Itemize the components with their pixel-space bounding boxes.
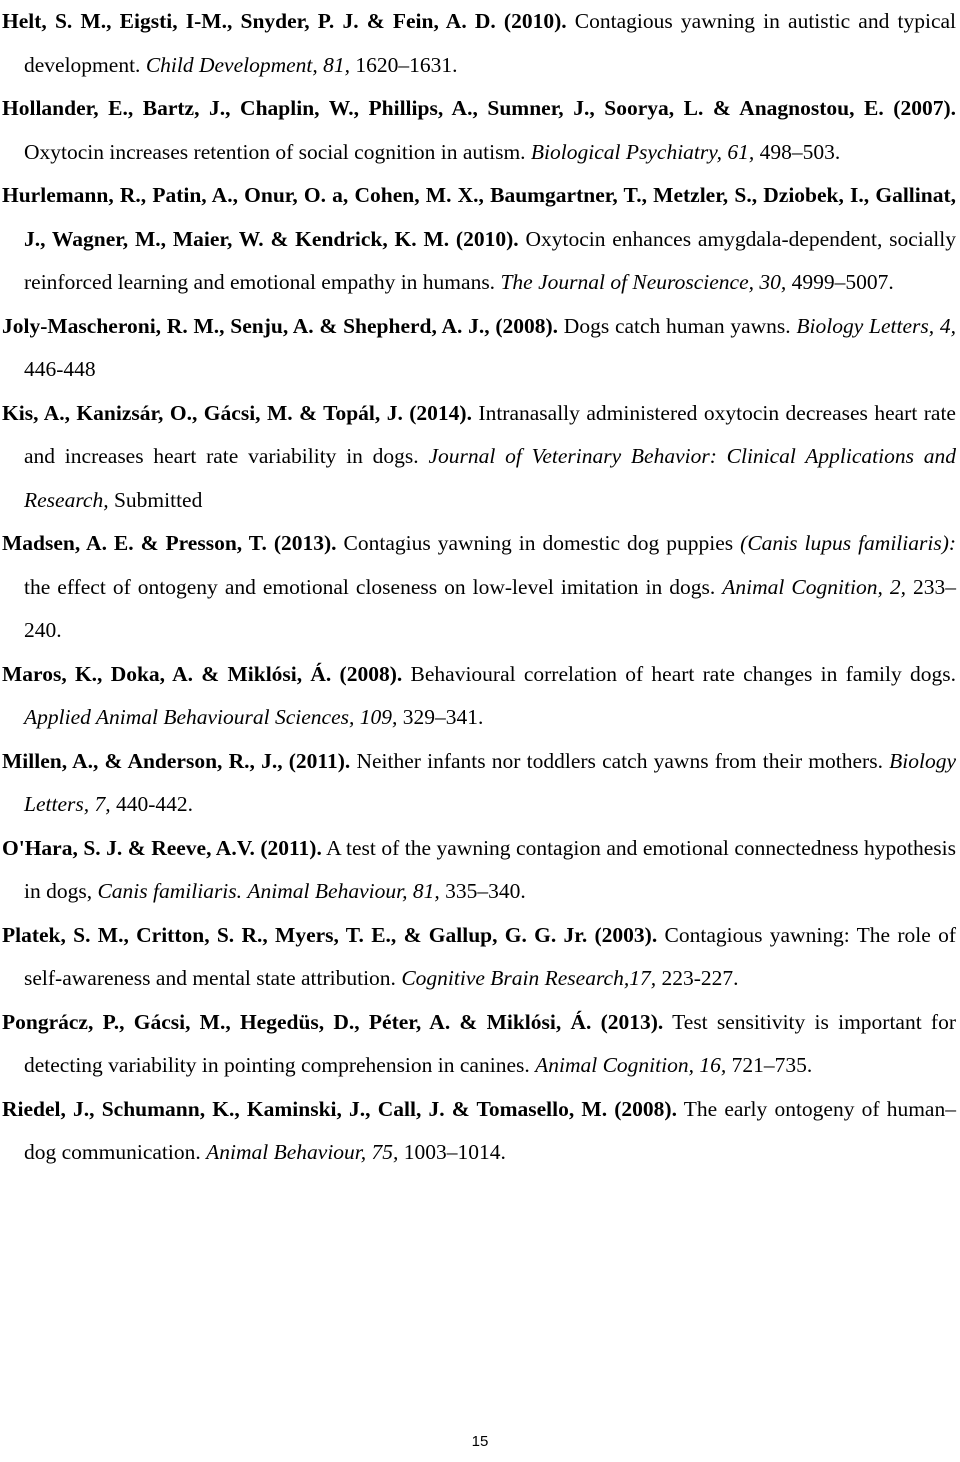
reference-maros-2008: [2, 653, 956, 740]
reference-journal: Biology Letters, 7,: [24, 748, 956, 816]
reference-pages: 446-448: [24, 357, 96, 381]
reference-journal: Biology Letters, 4,: [796, 313, 956, 338]
reference-authors: Kis, A., Kanizsár, O., Gácsi, M. & Topál, J. (2014).: [2, 400, 472, 425]
page-number: 15: [471, 1433, 489, 1450]
reference-pongracz-2013: [2, 1001, 956, 1088]
reference-authors: Pongrácz, P., Gácsi, M., Hegedüs, D., Péter, A. & Miklósi, Á. (2013).: [2, 1009, 664, 1034]
reference-journal: Animal Cognition, 16,: [535, 1053, 727, 1077]
reference-title: Contagious yawning: The role of self-awareness and mental state attribution.: [24, 922, 957, 990]
reference-title: Oxytocin increases retention of social cognition in autism.: [24, 139, 531, 164]
reference-title: The early ontogeny of human–dog communication.: [24, 1096, 956, 1164]
reference-journal: Child Development, 81,: [145, 52, 351, 77]
reference-journal: The Journal of Neuroscience, 30,: [500, 270, 787, 294]
reference-authors: Hurlemann, R., Patin, A., Onur, O. a, Cohen, M. X., Baumgartner, T., Metzler, S., Dziobek, I., Gallinat, J., Wagner, M., Maier, W. & Kendrick, K. M. (2010).: [2, 183, 956, 251]
reference-title: Test sensitivity is important for detecting variability in pointing comprehension in canines.: [24, 1009, 956, 1077]
reference-authors: Joly-Mascheroni, R. M., Senju, A. & Shepherd, A. J., (2008).: [2, 313, 559, 338]
reference-authors: Riedel, J., Schumann, K., Kaminski, J., Call, J. & Tomasello, M. (2008).: [2, 1096, 677, 1121]
reference-authors: Madsen, A. E. & Presson, T. (2013).: [2, 531, 337, 555]
reference-pages: 233–240.: [24, 574, 956, 642]
reference-authors: Platek, S. M., Critton, S. R., Myers, T. E., & Gallup, G. G. Jr. (2003).: [2, 922, 658, 947]
reference-journal: Applied Animal Behavioural Sciences, 109,: [24, 705, 398, 729]
reference-kis-2014: [2, 392, 956, 523]
reference-journal: Animal Behaviour, 81,: [247, 879, 440, 903]
reference-hollander-2007: [2, 87, 956, 174]
reference-title: Behavioural correlation of heart rate changes in family dogs.: [402, 661, 956, 686]
reference-pages: 335–340.: [439, 879, 526, 903]
reference-journal: Animal Behaviour, 75,: [206, 1140, 399, 1164]
reference-pages: 223-227.: [656, 966, 739, 990]
reference-title: Oxytocin enhances amygdala-dependent, socially reinforced learning and emotional empathy in humans.: [24, 226, 957, 294]
reference-pages: 721–735.: [726, 1053, 813, 1077]
reference-title: Neither infants nor toddlers catch yawns from their mothers.: [350, 748, 890, 773]
reference-pages: Submitted: [108, 487, 203, 512]
reference-pages: 440-442.: [110, 792, 194, 816]
reference-journal: Biological Psychiatry, 61,: [530, 139, 755, 164]
reference-hurlemann-2010: [2, 174, 956, 305]
reference-title: A test of the yawning contagion and emotional connectedness hypothesis in dogs,: [24, 835, 956, 903]
reference-pages: 1620–1631.: [350, 52, 458, 77]
reference-pages: 1003–1014.: [398, 1140, 506, 1164]
reference-title: Contagius yawning in domestic dog puppies: [336, 531, 741, 555]
reference-authors: Maros, K., Doka, A. & Miklósi, Á. (2008).: [2, 661, 403, 686]
reference-title-continued: the effect of ontogeny and emotional closeness on low-level imitation in dogs.: [24, 574, 723, 599]
reference-title: Intranasally administered oxytocin decreases heart rate and increases heart rate variability in dogs.: [24, 400, 956, 468]
reference-millen-2011: [2, 740, 956, 827]
reference-authors: O'Hara, S. J. & Reeve, A.V. (2011).: [2, 835, 322, 860]
reference-species-name: (Canis lupus familiaris):: [740, 531, 957, 555]
reference-title: Contagious yawning in autistic and typical development.: [24, 9, 956, 77]
reference-journal: Journal of Veterinary Behavior: Clinical Applications and Research,: [24, 444, 956, 512]
reference-riedel-2008: [2, 1088, 956, 1175]
reference-authors: Helt, S. M., Eigsti, I-M., Snyder, P. J. & Fein, A. D. (2010).: [2, 9, 567, 33]
reference-authors: Millen, A., & Anderson, R., J., (2011).: [2, 748, 351, 773]
reference-helt-2010: [2, 0, 956, 87]
reference-pages: 329–341.: [397, 705, 484, 729]
reference-list: [2, 0, 956, 1175]
reference-pages: 4999–5007.: [786, 270, 894, 294]
reference-journal: Cognitive Brain Research,17,: [401, 966, 657, 990]
reference-journal: Animal Cognition, 2,: [722, 574, 906, 599]
reference-joly-mascheroni-2008: [2, 305, 956, 392]
reference-authors: Hollander, E., Bartz, J., Chaplin, W., Phillips, A., Sumner, J., Soorya, L. & Anagnostou, E. (2007).: [2, 96, 956, 120]
reference-title: Dogs catch human yawns.: [558, 313, 797, 338]
reference-madsen-2013: [2, 522, 956, 653]
reference-platek-2003: [2, 914, 956, 1001]
reference-ohara-2011: [2, 827, 956, 914]
reference-pages: 498–503.: [754, 139, 841, 164]
reference-species-name: Canis familiaris.: [97, 879, 243, 903]
